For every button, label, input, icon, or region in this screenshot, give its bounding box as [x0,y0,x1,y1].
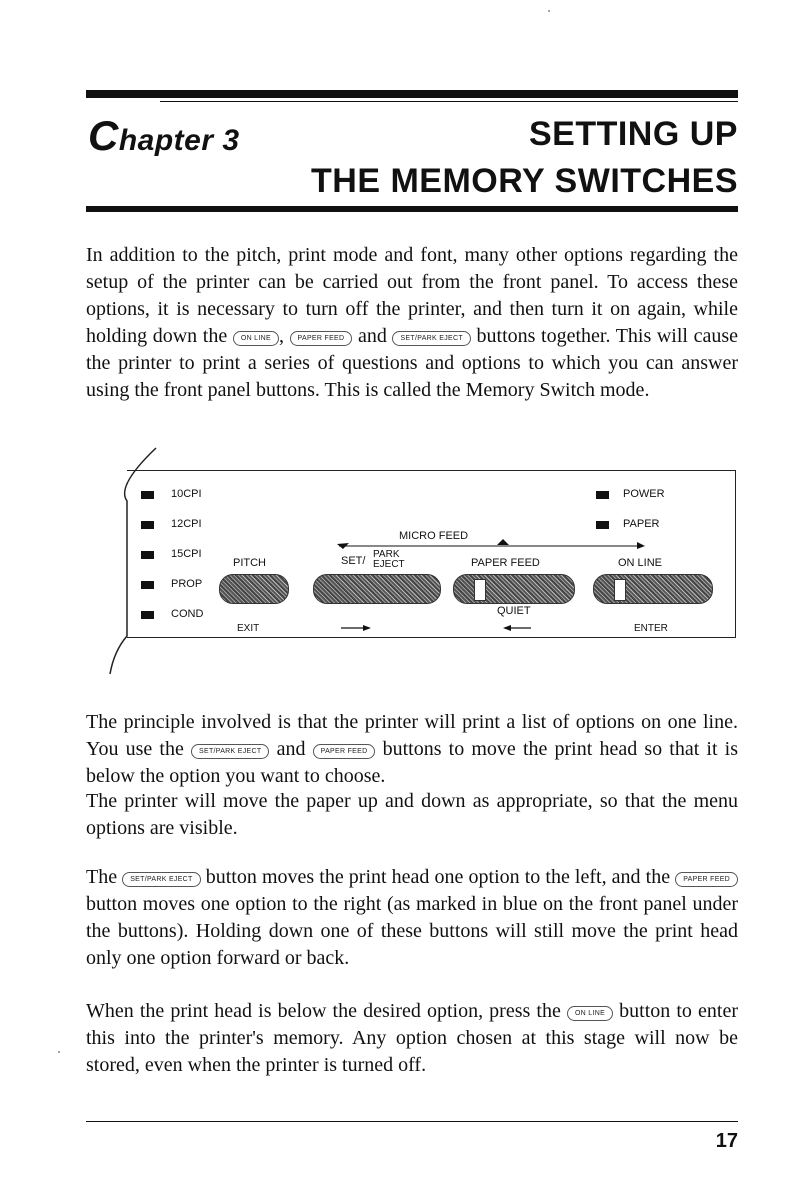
scan-speck [548,10,550,12]
led-indicator [596,491,609,499]
right-arrow-icon [501,623,533,633]
led-indicator [596,521,609,529]
paper-feed-button-icon: PAPER FEED [313,744,376,759]
set-park-eject-button [313,574,441,604]
paper-movement-paragraph: The printer will move the paper up and down as appropriate, so that the menu options are visible. [86,790,738,839]
principle-paragraph: The principle involved is that the printer will print a list of options on one line. You use the SET/PARK EJECT and PAPER FEED buttons to move the print head so that it is below the option you want to choose. [86,711,739,787]
chapter-title-line1: SETTING UP [528,115,738,153]
button-window [474,579,486,601]
on-line-button-icon: ON LINE [233,331,279,346]
led-indicator [141,581,154,589]
led-label-10cpi: 10CPI [171,488,202,500]
set-label: SET/ [341,555,366,567]
pitch-label: PITCH [233,557,266,569]
scan-speck [58,1051,60,1053]
led-label-paper: PAPER [623,518,660,530]
front-panel-diagram [127,470,736,638]
micro-feed-arrows [337,531,647,549]
set-park-eject-button-icon: SET/PARK EJECT [191,744,269,759]
enter-label: ENTER [634,623,668,634]
header-thin-rule [160,101,738,102]
chapter-initial: C [88,112,119,159]
chapter-title-line2: THE MEMORY SWITCHES [311,162,738,200]
led-label-prop: PROP [171,578,203,590]
on-line-label: ON LINE [618,557,663,569]
footer-rule [86,1121,738,1122]
park-label: PARK [373,549,400,560]
led-label-15cpi: 15CPI [171,548,202,560]
led-indicator [141,521,154,529]
set-park-eject-button-icon: SET/PARK EJECT [122,872,200,887]
exit-label: EXIT [237,623,260,634]
header-bottom-rule [86,206,738,212]
quiet-label: QUIET [497,605,531,617]
led-label-cond: COND [171,608,204,620]
chapter-label [88,112,240,160]
store-option-paragraph: When the print head is below the desired option, press the ON LINE button to enter this into the printer's memory. Any option chosen at this stage will now be stored, even when the printer is turned off. [86,1000,739,1076]
led-indicator [141,551,154,559]
on-line-button [593,574,713,604]
pitch-button [219,574,289,604]
header-top-rule [86,90,738,98]
button-window [614,579,626,601]
page-number: 17 [715,1130,738,1152]
paper-feed-label: PAPER FEED [471,557,540,569]
eject-label: EJECT [373,559,405,570]
paper-feed-button-icon: PAPER FEED [675,872,738,887]
left-arrow-icon [341,623,373,633]
led-indicator [141,491,154,499]
set-park-eject-button-icon: SET/PARK EJECT [392,331,470,346]
intro-paragraph: In addition to the pitch, print mode and font, many other options regarding the setup of the printer can be carried out from the front panel. To access these options, it is necessary to turn off the printer, and then turn it on again, while holding down the ON LINE , PAPER FEED and SET/PARK EJECT buttons together. This will cause the printer to print a series of questions and options to which you can answer using the front panel buttons. This is called the Memory Switch mode. [86,244,738,401]
led-label-12cpi: 12CPI [171,518,202,530]
micro-feed-label: MICRO FEED [399,530,469,542]
paper-feed-button [453,574,575,604]
button-movement-paragraph: The SET/PARK EJECT button moves the print head one option to the left, and the PAPER FEED button moves one option to the right (as marked in blue on the front panel under the buttons). Holding down one of these buttons will still move the print head only one option forward or back. [86,866,738,969]
led-label-power: POWER [623,488,665,500]
chapter-number: hapter 3 [118,124,240,157]
led-indicator [141,611,154,619]
paper-feed-button-icon: PAPER FEED [290,331,353,346]
on-line-button-icon: ON LINE [567,1006,613,1021]
